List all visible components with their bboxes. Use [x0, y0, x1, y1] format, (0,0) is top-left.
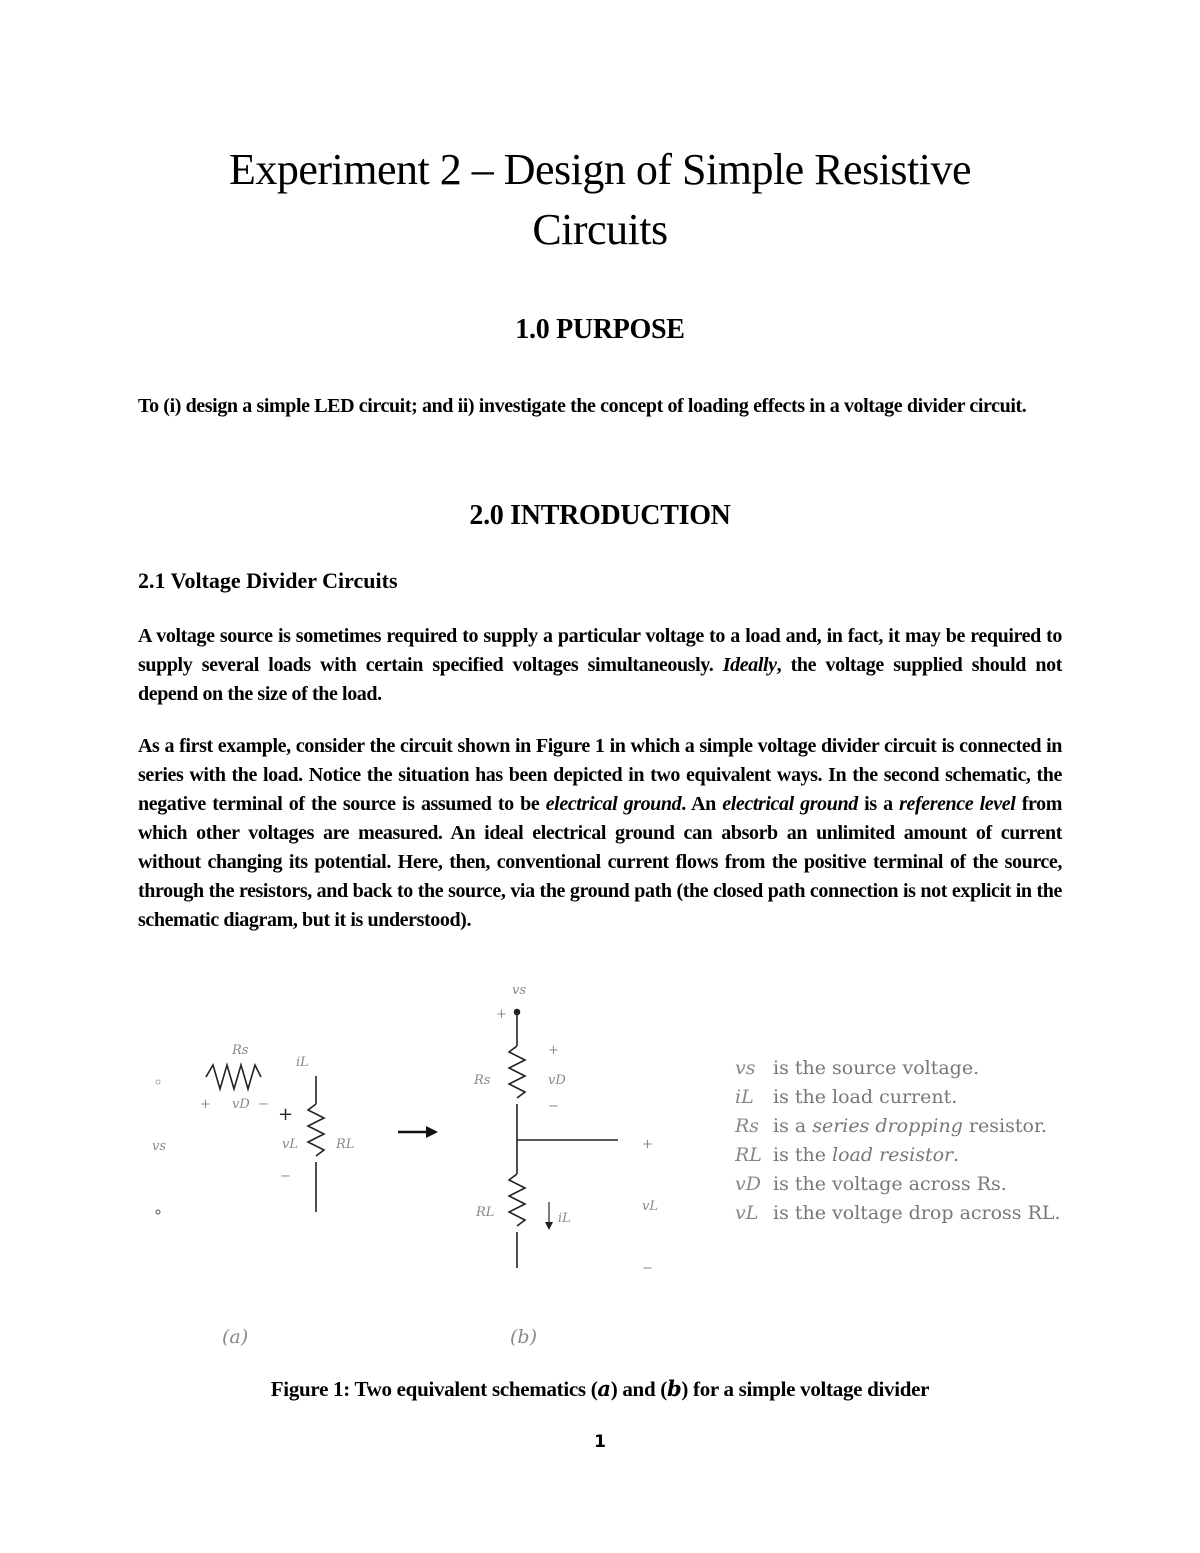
schematic-b	[509, 1010, 618, 1269]
label-b-minus-out: −	[642, 1261, 653, 1276]
label-b-plus-vd: +	[548, 1043, 559, 1058]
label-b-rs: Rs	[474, 1073, 491, 1088]
label-a-minus-1: −	[258, 1097, 269, 1112]
series-resistor-a	[206, 1065, 261, 1089]
figure-label-b: (b)	[510, 1326, 537, 1348]
intro-paragraph-1	[138, 622, 1062, 709]
schematic-a	[206, 1065, 324, 1212]
label-a-minus-2: −	[280, 1169, 291, 1184]
label-a-il: iL	[296, 1055, 309, 1070]
label-b-vl: vL	[642, 1199, 658, 1214]
load-resistor-a	[308, 1104, 324, 1156]
figure-caption: Figure 1: Two equivalent schematics (a) and (b) for a simple voltage divider	[270, 1376, 930, 1401]
intro-p2-text-d: from which other voltages are measured. An ideal electrical ground can absorb an unlimited amount of current without changing its potential. Here, then, conventional current flows from the positive terminal of the source, through the resistors, and back to the source, via the ground path (the closed path connection is not explicit in the schematic diagram, but it is understood).	[138, 793, 1062, 931]
page-number: 1	[594, 1432, 606, 1452]
intro-p1-text-b: , the voltage supplied should not depend on the size of the load.	[138, 654, 1062, 705]
legend-row-vl: vL is the voltage drop across RL.	[735, 1202, 1061, 1224]
intro-p2-reference-level: reference level	[899, 793, 1016, 815]
intro-p2-text-b: . An	[681, 793, 723, 815]
label-b-plus-top: +	[496, 1007, 507, 1022]
title-line-2: Circuits	[532, 205, 668, 254]
figure-legend	[735, 1054, 1061, 1228]
intro-p1-ideally: Ideally	[722, 654, 777, 676]
intro-p2-electrical-ground-1: electrical ground	[545, 793, 682, 815]
intro-p2-text-a: As a first example, consider the circuit shown in Figure 1 in which a simple voltage divider circuit is connected in series with the load. Notice the situation has been depicted in two equivalent ways. In the second schematic, the negative terminal of the source is assumed to be	[138, 735, 1062, 815]
label-a-vl: vL	[282, 1137, 298, 1152]
label-b-il: iL	[558, 1211, 571, 1226]
label-a-rs: Rs	[232, 1043, 249, 1058]
label-b-minus-vd: −	[548, 1099, 559, 1114]
intro-p2-electrical-ground-2: electrical ground	[722, 793, 858, 815]
label-a-plus-2: +	[278, 1104, 294, 1125]
label-b-vs: vs	[512, 983, 527, 998]
figure-label-a: (a)	[222, 1326, 249, 1348]
intro-p2-text-c: is a	[857, 793, 900, 815]
label-b-vd: vD	[548, 1073, 566, 1088]
equivalence-arrow	[398, 1126, 438, 1138]
intro-paragraph-2	[138, 732, 1062, 935]
title-line-1: Experiment 2 – Design of Simple Resistive	[228, 145, 972, 194]
label-a-rl: RL	[336, 1137, 355, 1152]
introduction-heading: 2.0 INTRODUCTION	[469, 500, 731, 531]
label-a-vs: vs	[152, 1139, 167, 1154]
purpose-heading: 1.0 PURPOSE	[515, 314, 685, 345]
purpose-text: To (i) design a simple LED circuit; and ii) investigate the concept of loading effects in a voltage divider circuit.	[138, 395, 1027, 417]
legend-row-vs: vs is the source voltage.	[735, 1057, 980, 1079]
label-b-plus-out: +	[642, 1137, 653, 1152]
legend-row-rs: Rs is a series dropping resistor.	[735, 1115, 1047, 1137]
load-resistor-b	[509, 1174, 525, 1226]
legend-row-vd: vD is the voltage across Rs.	[735, 1173, 1007, 1195]
legend-row-rl: RL is the load resistor.	[735, 1144, 960, 1166]
label-b-rl: RL	[476, 1205, 495, 1220]
document-title	[150, 140, 1050, 260]
schematic-b-labels	[473, 983, 658, 1276]
series-resistor-b	[509, 1046, 525, 1098]
label-a-plus-1: +	[200, 1097, 211, 1112]
voltage-divider-subheading: 2.1 Voltage Divider Circuits	[138, 568, 398, 593]
label-a-vd: vD	[232, 1097, 250, 1112]
purpose-paragraph	[138, 392, 1062, 421]
legend-row-il: iL is the load current.	[735, 1086, 958, 1108]
intro-p1-text-a: A voltage source is sometimes required to supply a particular voltage to a load and, in fact, it may be required to supply several loads with certain specified voltages simultaneously.	[138, 625, 1062, 676]
